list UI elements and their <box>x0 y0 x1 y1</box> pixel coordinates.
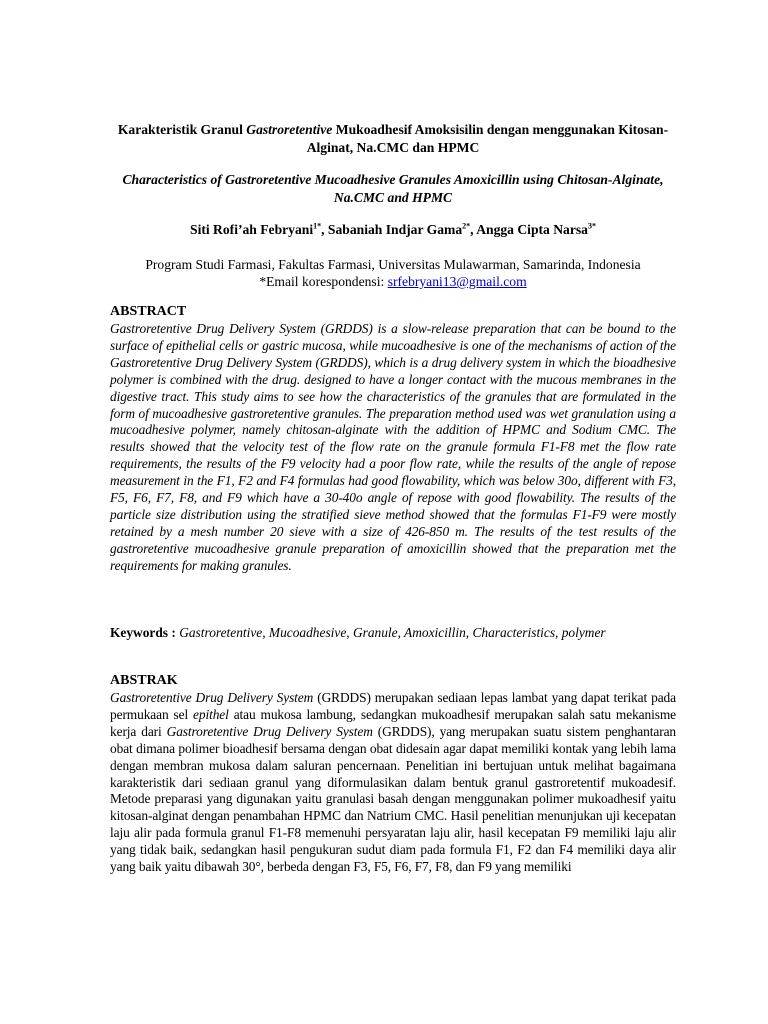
author-affiliation-mark: 2* <box>462 221 471 231</box>
abstract-text: Gastroretentive Drug Delivery System (GRDDS) is a slow-release preparation that can be bound to the surface of epithelial cells or gastric mucosa, while mucoadhesive is one of the mechanisms of action of the Gastroretentive Drug Delivery System (GRDDS), which is a drug delivery system in which the bioadhesive polymer is combined with the drug. designed to have a longer contact with the mucous membranes in the digestive tract. This study aims to see how the characteristics of the granules that are formulated in the form of mucoadhesive gastroretentive granules. The preparation method used was wet granulation using a mucoadhesive polymer, namely chitosan-alginate with the addition of HPMC and Sodium CMC. The results showed that the velocity test of the flow rate on the granule formula F1-F8 met the flow rate requirements, the results of the F9 velocity had a poor flow rate, while the results of the angle of repose measurement in the F1, F2 and F4 formulas had good flowability, which was below 30o, different with F3, F5, F6, F7, F8, and F9 which have a 30-40o angle of repose with good flowability. The results of the particle size distribution using the stratified sieve method showed that the formulas F1-F9 were mostly retained by a mesh number 20 sieve with a size of 426-850 m. The results of the test results of the gastroretentive mucoadhesive granule preparation of amoxicillin showed that the preparation met the requirements for making granules. <box>110 321 676 573</box>
abstrak-fragment: atau mukosa lambung, sedangkan mukoadhesif merupakan salah satu mekanisme kerja dari <box>110 706 676 739</box>
affiliation: Program Studi Farmasi, Fakultas Farmasi, Universitas Mulawarman, Samarinda, Indonesia <box>145 257 641 272</box>
abstrak-fragment: epithel <box>193 706 229 722</box>
abstrak-fragment: Gastroretentive Drug Delivery System <box>110 690 314 705</box>
author-name: Siti Rofi’ah Febryani <box>190 222 314 237</box>
abstrak-text <box>110 690 676 876</box>
keywords-label: Keywords <box>110 625 169 640</box>
title-part-2: Gastroretentive <box>246 122 333 137</box>
author-name: Sabaniah Indjar Gama <box>327 222 463 237</box>
email-label: *Email korespondensi: <box>259 274 388 289</box>
correspondence-line <box>110 273 676 290</box>
author-affiliation-mark: 3* <box>587 221 596 231</box>
keywords-value: Gastroretentive, Mucoadhesive, Granule, Amoxicillin, Characteristics, polymer <box>179 625 606 640</box>
keywords-line <box>110 624 676 641</box>
author-name: Angga Cipta Narsa <box>476 222 588 237</box>
abstrak-fragment: Gastroretentive Drug Delivery System <box>166 723 373 739</box>
abstract-heading: ABSTRACT <box>110 304 187 319</box>
author-affiliation-mark: 1* <box>313 221 322 231</box>
abstrak-fragment: (GRDDS) merupakan sediaan lepas lambat yang dapat terikat pada permukaan sel <box>110 690 676 722</box>
abstrak-heading: ABSTRAK <box>110 673 178 688</box>
paper-subtitle: Characteristics of Gastroretentive Mucoadhesive Granules Amoxicillin using Chitosan-Alginate, Na.CMC and HPMC <box>122 172 664 205</box>
affiliation-block <box>110 256 676 290</box>
email-link[interactable]: srfebryani13@gmail.com <box>387 274 527 289</box>
title-part-3: Mukoadhesif Amoksisilin dengan menggunakan Kitosan-Alginat, Na.CMC dan HPMC <box>306 122 669 155</box>
author-list <box>110 221 676 239</box>
keywords-separator: : <box>168 625 180 640</box>
paper-title <box>110 121 676 157</box>
author-separator: , <box>321 222 328 237</box>
author-separator: , <box>470 222 477 237</box>
title-part-1: Karakteristik Granul <box>117 122 247 137</box>
abstrak-fragment: (GRDDS), yang merupakan suatu sistem penghantaran obat dimana polimer bioadhesif bersama dengan obat didesain agar dapat memiliki kontak yang lebih lama dengan membran mukosa dalam saluran pencernaan. Penelitian ini bertujuan untuk melihat bagaimana karakteristik dari sediaan granul yang diformulasikan dalam bentuk granul gastroretentif mukoadesif. Metode preparasi yang digunakan yaitu granulasi basah dengan menggunakan polimer mukoadhesif yaitu kitosan-alginat dengan penambahan HPMC dan Natrium CMC. Hasil penelitian menunjukan uji kecepatan laju alir pada formula granul F1-F8 memenuhi persyaratan laju alir, hasil kecepatan F9 memiliki laju alir yang tidak baik, sedangkan hasil pengukuran sudut diam pada formula F1, F2 dan F4 memiliki daya alir yang baik yaitu dibawah 30°, berbeda dengan F3, F5, F6, F7, F8, dan F9 yang memiliki <box>110 723 677 875</box>
